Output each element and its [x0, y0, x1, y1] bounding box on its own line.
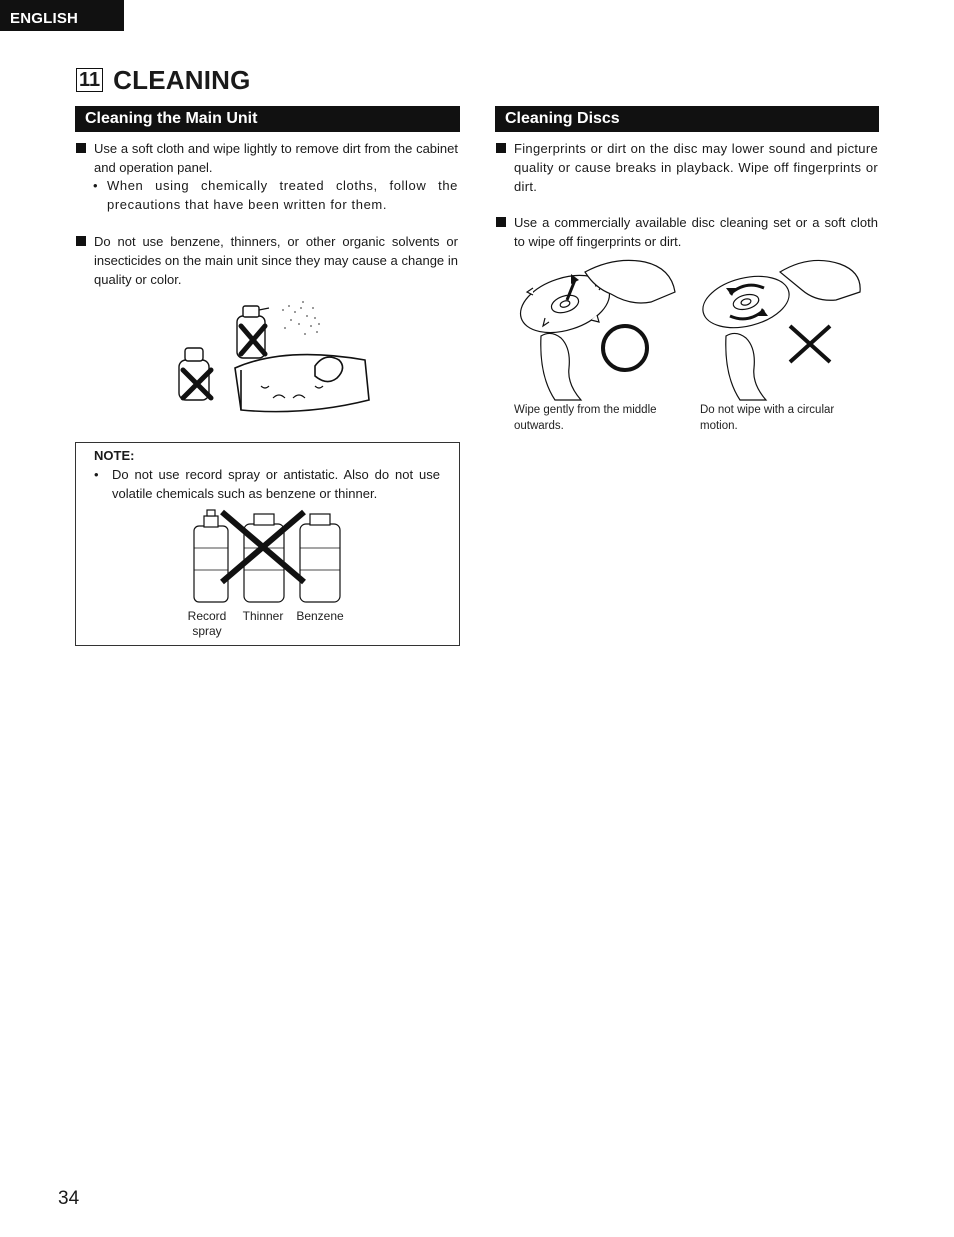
- spray-prohibited-illustration: [165, 298, 375, 418]
- bullet-dot-icon: •: [93, 178, 99, 193]
- section-heading-discs: Cleaning Discs: [495, 106, 879, 132]
- bottle-label-thinner: Thinner: [242, 609, 284, 623]
- main-unit-bullet-1: Use a soft cloth and wipe lightly to remove dirt from the cabinet and operation panel.: [76, 139, 458, 177]
- chapter-title: [76, 64, 251, 96]
- bullet-square-icon: [76, 143, 86, 153]
- discs-bullet-2: Use a commercially available disc cleaning set or a soft cloth to wipe off fingerprints or dirt.: [496, 213, 878, 251]
- section-heading-main-unit: Cleaning the Main Unit: [75, 106, 460, 132]
- disc-wipe-correct-illustration: [515, 258, 685, 398]
- main-unit-sub-bullet: • When using chemically treated cloths, follow the precautions that have been written for them.: [93, 178, 458, 212]
- discs-bullet-1: Fingerprints or dirt on the disc may lower sound and picture quality or cause breaks in playback. Wipe off fingerprints or dirt.: [496, 139, 878, 196]
- bullet-dot-icon: •: [94, 467, 99, 482]
- bullet-square-icon: [496, 217, 506, 227]
- language-label: ENGLISH: [10, 10, 79, 27]
- caption-wipe-incorrect: Do not wipe with a circular motion.: [700, 404, 835, 432]
- chapter-number: 11: [76, 68, 103, 92]
- bullet-square-icon: [496, 143, 506, 153]
- bottle-label-record-spray: Record spray: [187, 609, 227, 638]
- language-tab: [0, 0, 124, 31]
- chapter-heading: CLEANING: [113, 64, 251, 95]
- note-text: • Do not use record spray or antistatic. Also do not use volatile chemicals such as benzene or thinner.: [94, 467, 440, 501]
- page-number: 34: [58, 1188, 80, 1209]
- bottle-label-benzene: Benzene: [296, 609, 344, 623]
- caption-wipe-correct: Wipe gently from the middle outwards.: [514, 404, 657, 432]
- disc-wipe-incorrect-illustration: [700, 258, 870, 398]
- chemical-bottles-illustration: [190, 508, 350, 608]
- main-unit-bullet-2: Do not use benzene, thinners, or other organic solvents or insecticides on the main unit since they may cause a change in quality or color.: [76, 232, 458, 289]
- bullet-square-icon: [76, 236, 86, 246]
- note-label: NOTE:: [94, 448, 135, 463]
